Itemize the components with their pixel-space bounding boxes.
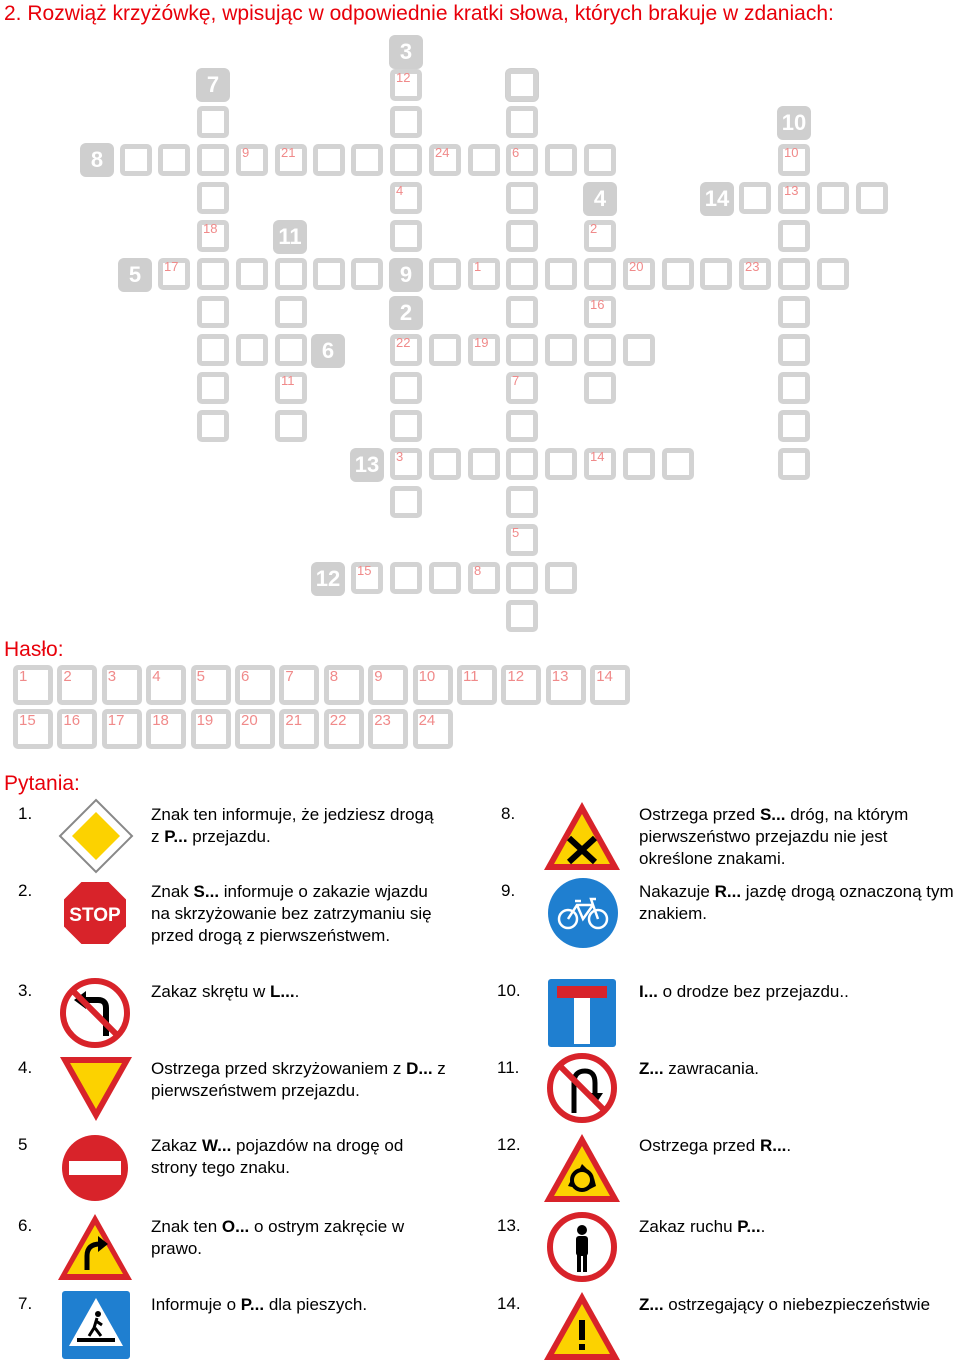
no-left-turn-sign-icon xyxy=(60,978,130,1048)
crossword-cell[interactable] xyxy=(390,410,422,442)
haslo-cell-number: 15 xyxy=(19,712,36,729)
haslo-cell[interactable] xyxy=(57,665,97,705)
crossword-cell[interactable] xyxy=(584,372,616,404)
main-road-sign-icon xyxy=(58,798,134,874)
word-label: 8 xyxy=(80,143,114,177)
crossword-cell[interactable]: 16 xyxy=(584,296,616,328)
haslo-cell-number: 8 xyxy=(329,668,339,685)
haslo-cell[interactable] xyxy=(324,665,364,705)
crossword-cell[interactable] xyxy=(351,258,383,290)
question-number: 2. xyxy=(18,881,33,900)
pedestrian-crossing-sign-icon xyxy=(61,1290,131,1360)
crossword-cell[interactable]: 3 xyxy=(390,448,422,480)
crossword-cell[interactable] xyxy=(351,144,383,176)
crossword-cell[interactable] xyxy=(623,448,655,480)
crossword-cell[interactable] xyxy=(390,220,422,252)
question-number: 5 xyxy=(18,1135,28,1154)
crossword-cell[interactable] xyxy=(545,334,577,366)
crossword-cell[interactable] xyxy=(662,258,694,290)
haslo-cell-number: 4 xyxy=(152,668,161,685)
haslo-cell-number: 5 xyxy=(196,668,205,685)
haslo-cell[interactable] xyxy=(13,709,53,749)
crossword-cell[interactable] xyxy=(739,182,771,214)
crossword-cell[interactable] xyxy=(506,296,538,328)
crossword-cell[interactable] xyxy=(197,334,229,366)
crossword-cell[interactable] xyxy=(390,372,422,404)
word-label: 10 xyxy=(777,106,811,140)
crossword-cell[interactable] xyxy=(856,182,888,214)
question-text: Zakaz ruchu P.... xyxy=(639,1217,766,1236)
give-way-sign-icon xyxy=(58,1055,134,1123)
crossword-cell[interactable] xyxy=(197,144,229,176)
crossword-cell[interactable] xyxy=(197,296,229,328)
crossword-cell[interactable] xyxy=(584,144,616,176)
question-text: Zakaz W... pojazdów na drogę od strony tego znaku. xyxy=(151,1136,404,1177)
crossword-cell[interactable] xyxy=(390,486,422,518)
crossword-cell[interactable] xyxy=(662,448,694,480)
crossword-cell[interactable] xyxy=(197,258,229,290)
question-number: 4. xyxy=(18,1058,33,1077)
crossword-cell[interactable]: 2 xyxy=(584,220,616,252)
word-label: 6 xyxy=(311,334,345,368)
crossword-cell[interactable]: 12 xyxy=(390,69,422,101)
haslo-cell-number: 13 xyxy=(551,668,569,685)
haslo-cell-number: 18 xyxy=(152,712,169,729)
haslo-cell-number: 20 xyxy=(241,712,258,729)
crossword-cell[interactable] xyxy=(390,562,422,594)
haslo-label: Hasło: xyxy=(4,638,64,661)
crossword-cell[interactable]: 8 xyxy=(468,562,500,594)
haslo-cell[interactable] xyxy=(146,709,186,749)
word-label: 3 xyxy=(389,35,423,69)
question-number: 13. xyxy=(497,1216,521,1235)
crossword-cell[interactable] xyxy=(313,144,345,176)
crossword-cell[interactable] xyxy=(197,106,229,138)
crossword-cell[interactable]: 9 xyxy=(236,144,268,176)
question-number: 7. xyxy=(18,1294,33,1313)
word-label: 14 xyxy=(700,182,734,216)
haslo-cell[interactable] xyxy=(102,665,142,705)
word-label: 11 xyxy=(273,220,307,254)
haslo-cell-number: 7 xyxy=(285,668,294,685)
crossword-cell[interactable]: 1 xyxy=(468,258,500,290)
crossword-cell[interactable]: 21 xyxy=(275,144,307,176)
crossword-cell[interactable] xyxy=(778,410,810,442)
haslo-cell[interactable] xyxy=(146,665,186,705)
haslo-cell[interactable] xyxy=(13,665,53,705)
word-label: 9 xyxy=(389,258,423,292)
crossword-cell[interactable] xyxy=(506,334,538,366)
crossword-cell[interactable] xyxy=(429,448,461,480)
haslo-cell-number: 17 xyxy=(107,712,125,729)
bicycle-path-sign-icon xyxy=(547,877,619,949)
haslo-cell-number: 1 xyxy=(19,668,28,685)
question-text: Znak ten informuje, że jedziesz drogą z P... przejazdu. xyxy=(151,805,434,846)
crossword-cell[interactable] xyxy=(506,220,538,252)
crossword-cell[interactable] xyxy=(429,334,461,366)
crossword-cell[interactable] xyxy=(506,410,538,442)
crossword-cell[interactable]: 15 xyxy=(351,562,383,594)
sharp-right-curve-sign-icon xyxy=(56,1212,134,1282)
crossword-cell[interactable]: 13 xyxy=(778,182,810,214)
roundabout-sign-icon xyxy=(542,1132,622,1204)
pytania-label: Pytania: xyxy=(4,772,80,795)
word-label: 5 xyxy=(118,258,152,292)
haslo-cell[interactable] xyxy=(324,709,364,749)
crossword-cell[interactable] xyxy=(545,144,577,176)
question-number: 3. xyxy=(18,981,33,1000)
crossword-cell[interactable] xyxy=(623,334,655,366)
question-text: Informuje o P... dla pieszych. xyxy=(151,1295,368,1314)
haslo-cell-number: 19 xyxy=(196,712,214,729)
haslo-cell-number: 16 xyxy=(63,712,81,729)
crossroads-warning-sign-icon xyxy=(542,800,622,872)
haslo-cell[interactable] xyxy=(279,665,319,705)
crossword-cell[interactable] xyxy=(236,334,268,366)
question-text: I... o drodze bez przejazdu.. xyxy=(639,982,849,1001)
crossword-cell[interactable] xyxy=(158,144,190,176)
crossword-cell[interactable]: 23 xyxy=(739,258,771,290)
crossword-cell[interactable] xyxy=(506,448,538,480)
crossword-cell[interactable] xyxy=(778,372,810,404)
crossword-cell[interactable] xyxy=(506,182,538,214)
haslo-cell[interactable] xyxy=(279,709,319,749)
haslo-cell-number: 9 xyxy=(374,668,383,685)
question-number: 1. xyxy=(18,804,33,823)
question-number: 8. xyxy=(501,804,516,823)
haslo-cell-number: 6 xyxy=(241,668,250,685)
crossword-cell[interactable] xyxy=(778,448,810,480)
crossword-cell[interactable]: 11 xyxy=(275,372,307,404)
crossword-cell[interactable] xyxy=(275,334,307,366)
crossword-cell[interactable]: 4 xyxy=(390,182,422,214)
crossword-cell[interactable]: 19 xyxy=(468,334,500,366)
question-text: Ostrzega przed skrzyżowaniem z D... z pierwszeństwem przejazdu. xyxy=(151,1059,446,1100)
question-text: Z... ostrzegający o niebezpieczeństwie xyxy=(639,1295,931,1314)
crossword-cell[interactable]: 17 xyxy=(158,258,190,290)
haslo-cell[interactable] xyxy=(191,665,231,705)
crossword-cell[interactable] xyxy=(468,144,500,176)
crossword-cell[interactable] xyxy=(275,296,307,328)
crossword-cell[interactable] xyxy=(545,448,577,480)
haslo-cell[interactable] xyxy=(102,709,142,749)
crossword-cell[interactable] xyxy=(817,258,849,290)
question-number: 14. xyxy=(497,1294,521,1313)
haslo-cell[interactable] xyxy=(457,665,497,705)
crossword-cell[interactable] xyxy=(390,144,422,176)
crossword-cell[interactable] xyxy=(778,296,810,328)
haslo-cell-number: 24 xyxy=(418,712,436,729)
haslo-cell-number: 10 xyxy=(418,668,436,685)
crossword-cell[interactable]: 14 xyxy=(584,448,616,480)
word-label: 12 xyxy=(311,562,345,596)
question-text: Nakazuje R... jazdę drogą oznaczoną tym znakiem. xyxy=(639,882,954,923)
crossword-cell[interactable]: 18 xyxy=(197,220,229,252)
crossword-cell[interactable] xyxy=(197,410,229,442)
danger-warning-sign-icon xyxy=(542,1290,622,1362)
question-text: Znak S... informuje o zakazie wjazdu na skrzyżowanie bez zatrzymaniu się przed drogą z pierwszeństwem. xyxy=(151,882,432,945)
no-u-turn-sign-icon xyxy=(547,1053,617,1123)
word-label: 4 xyxy=(583,182,617,216)
crossword-cell[interactable] xyxy=(429,258,461,290)
crossword-cell[interactable] xyxy=(545,258,577,290)
question-text: Z... zawracania. xyxy=(639,1059,759,1078)
question-number: 9. xyxy=(501,881,516,900)
haslo-cell-number: 3 xyxy=(107,668,117,685)
question-number: 6. xyxy=(18,1216,33,1235)
haslo-cell[interactable] xyxy=(368,709,408,749)
haslo-cell[interactable] xyxy=(191,709,231,749)
crossword-cell[interactable] xyxy=(506,562,538,594)
haslo-cell[interactable] xyxy=(590,665,630,705)
haslo-cell[interactable] xyxy=(546,665,586,705)
crossword-cell[interactable] xyxy=(778,334,810,366)
haslo-cell[interactable] xyxy=(501,665,541,705)
crossword-cell[interactable] xyxy=(390,106,422,138)
haslo-cell[interactable] xyxy=(413,665,453,705)
word-label: 7 xyxy=(196,68,230,102)
crossword-cell[interactable] xyxy=(506,486,538,518)
crossword-cell[interactable] xyxy=(778,258,810,290)
question-text: Zakaz skrętu w L.... xyxy=(151,982,300,1001)
haslo-cell-number: 2 xyxy=(63,668,72,685)
question-number: 10. xyxy=(497,981,521,1000)
crossword-cell[interactable] xyxy=(584,334,616,366)
crossword-cell[interactable] xyxy=(197,372,229,404)
haslo-cell-number: 23 xyxy=(374,712,391,729)
no-entry-sign-icon xyxy=(60,1133,130,1203)
exercise-title: 2. Rozwiąż krzyżówkę, wpisując w odpowiednie kratki słowa, których brakuje w zdaniach: xyxy=(4,2,834,25)
dead-end-sign-icon xyxy=(547,978,617,1048)
crossword-cell[interactable] xyxy=(817,182,849,214)
crossword-cell[interactable]: 10 xyxy=(778,144,810,176)
haslo-cell-number: 14 xyxy=(596,668,613,685)
crossword-cell[interactable]: 22 xyxy=(390,334,422,366)
haslo-cell-number: 11 xyxy=(463,668,479,685)
haslo-cell[interactable] xyxy=(368,665,408,705)
crossword-cell[interactable] xyxy=(545,562,577,594)
stop-sign-icon xyxy=(61,879,129,947)
crossword-cell[interactable] xyxy=(275,258,307,290)
word-label: 2 xyxy=(389,296,423,330)
haslo-cell[interactable] xyxy=(57,709,97,749)
crossword-cell[interactable]: 5 xyxy=(506,524,538,556)
crossword-cell[interactable] xyxy=(506,69,538,101)
crossword-cell[interactable] xyxy=(120,144,152,176)
crossword-cell[interactable] xyxy=(197,182,229,214)
question-text: Ostrzega przed R.... xyxy=(639,1136,792,1155)
haslo-cell-number: 22 xyxy=(329,712,347,729)
haslo-cell[interactable] xyxy=(235,665,275,705)
haslo-cell[interactable] xyxy=(413,709,453,749)
haslo-cell-number: 21 xyxy=(285,712,303,729)
crossword-cell[interactable]: 24 xyxy=(429,144,461,176)
crossword-cell[interactable] xyxy=(584,258,616,290)
no-pedestrians-sign-icon xyxy=(547,1212,617,1282)
crossword-cell[interactable] xyxy=(429,562,461,594)
question-text: Znak ten O... o ostrym zakręcie w prawo. xyxy=(151,1217,405,1258)
crossword-cell[interactable]: 6 xyxy=(506,144,538,176)
crossword-cell[interactable] xyxy=(313,258,345,290)
word-label: 13 xyxy=(350,448,384,482)
crossword-cell[interactable]: 20 xyxy=(623,258,655,290)
svg-text:STOP: STOP xyxy=(69,905,121,926)
haslo-cell[interactable] xyxy=(235,709,275,749)
crossword-cell[interactable] xyxy=(506,600,538,632)
crossword-cell[interactable] xyxy=(506,258,538,290)
crossword-cell[interactable] xyxy=(778,220,810,252)
crossword-cell[interactable] xyxy=(468,448,500,480)
question-number: 11. xyxy=(497,1058,520,1077)
question-text: Ostrzega przed S... dróg, na którym pierwszeństwo przejazdu nie jest określone znakami. xyxy=(639,805,909,868)
haslo-cell-number: 12 xyxy=(507,668,525,685)
crossword-cell[interactable] xyxy=(700,258,732,290)
crossword-cell[interactable]: 7 xyxy=(506,372,538,404)
question-number: 12. xyxy=(497,1135,521,1154)
crossword-cell[interactable] xyxy=(236,258,268,290)
crossword-cell[interactable] xyxy=(506,106,538,138)
crossword-cell[interactable] xyxy=(275,410,307,442)
